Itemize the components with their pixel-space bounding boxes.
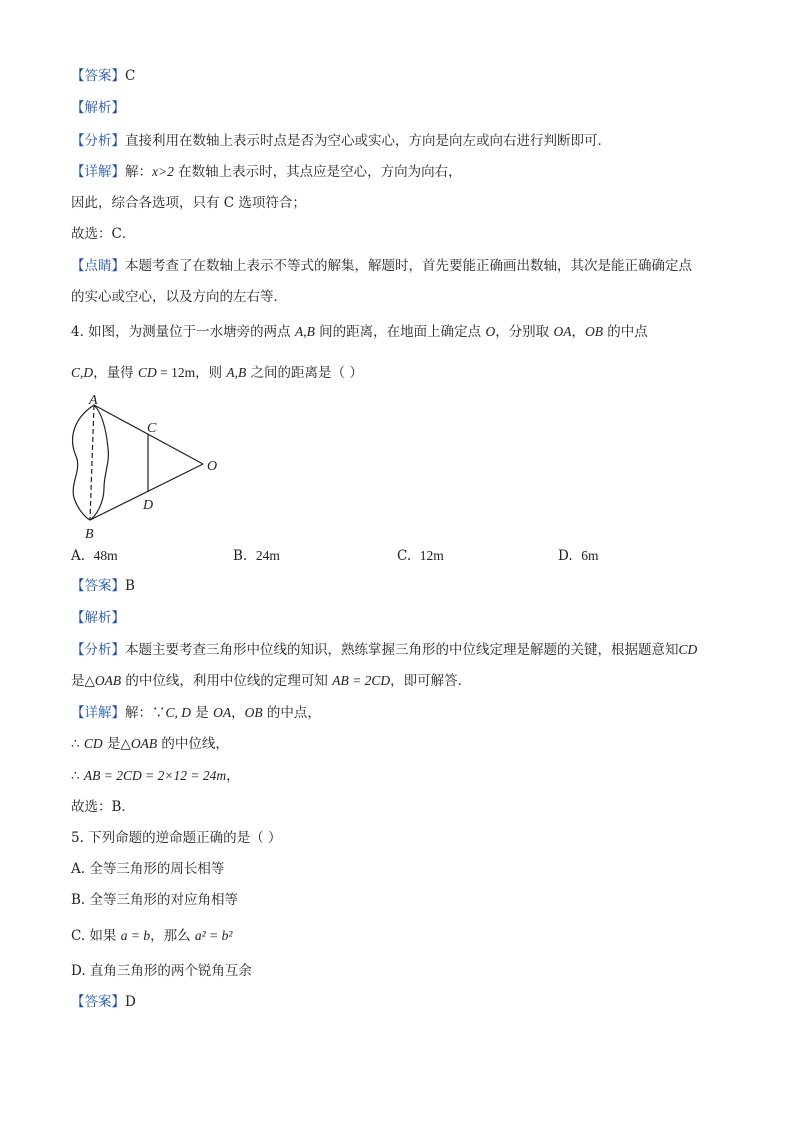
q4-stem2-a: ，量得 [93,365,138,381]
q4-stem1-m2: O [485,324,496,339]
q4-stem1-e: 的中点 [602,324,648,340]
label-d: D [143,498,154,513]
q4-analyze2-m2: AB = 2CD [332,673,391,688]
analysis-label: 【解析】 [71,610,125,626]
q3-answer-line [71,66,135,86]
q3-choose: 故选：C． [71,226,136,242]
q4-detail1-m1: C, D [165,705,192,720]
q3-analyze-line [71,131,611,151]
q4-detail3-m: AB = 2CD = 2×12 = 24m [83,768,227,783]
q4-detail1-m2: OA [213,705,232,720]
q4-analysis-heading [71,608,125,628]
q4-analyze-line2 [71,671,471,691]
comment-label: 【点睛】 [71,258,125,274]
analysis-label: 【解析】 [71,100,125,116]
q4-figure [60,388,240,543]
q5-optc-m2: a² = b² [194,928,233,943]
q5-option-a[interactable]: A. 全等三角形的周长相等 [71,861,225,877]
detail-label: 【详解】 [71,705,125,721]
q4-analyze2-m1: △OAB [84,673,122,688]
q4-stem2-m2: CD [137,365,157,380]
q3-comment-line1 [71,256,692,276]
q4-option-b-key: B. [233,548,248,564]
q4-option-a-key: A. [71,548,86,564]
q4-analyze1-a: 本题主要考查三角形中位线的知识，熟练掌握三角形的中位线定理是解题的关键，根据题意知 [125,642,679,658]
q4-stem2-m4: A,B [226,365,247,380]
q4-option-d-key: D. [558,548,573,564]
q3-analysis-heading [71,98,125,118]
q4-option-b[interactable] [233,546,280,566]
q5-optc-a: C. 如果 [71,928,121,944]
q5-optc-b: ，那么 [150,928,195,944]
q5-stem: 5. 下列命题的逆命题正确的是（ ） [71,830,282,846]
q4-detail1-c: ， [231,705,245,721]
q4-detail2-b: 是 [102,736,121,752]
q5-option-b[interactable]: B. 全等三角形的对应角相等 [71,892,239,908]
q4-stem1-b: 间的距离，在地面上确定点 [314,324,486,340]
analyze-label: 【分析】 [71,642,125,658]
q4-stem2-c: 之间的距离是（ ） [246,365,363,381]
q4-option-c-val: 12m [419,548,444,563]
q4-option-a-val: 48m [93,548,118,563]
q3-answer: C [125,68,136,84]
label-a: A [89,393,98,408]
q4-choose: 故选：B． [71,799,135,815]
q4-stem-line1 [71,322,648,342]
q4-detail-line2 [71,734,229,754]
q4-stem1-d: ， [571,324,585,340]
q4-detail2-a: ∴ [71,736,84,752]
analyze-label: 【分析】 [71,133,125,149]
q3-comment-line2: 的实心或空心，以及方向的左右等． [71,289,287,305]
q3-detail-math: x>2 [152,164,174,179]
q4-detail1-a: 解：∵ [125,705,166,721]
q3-comment-text1: 本题考查了在数轴上表示不等式的解集，解题时，首先要能正确画出数轴，其次是能正确确定点 [125,258,692,274]
q5-answer: D [125,994,136,1010]
q4-stem1-m3: OA [553,324,572,339]
q4-analyze-line1 [71,640,697,660]
q3-analyze-text: 直接利用在数轴上表示时点是否为空心或实心，方向是向左或向右进行判断即可． [125,133,611,149]
ab-dashed-line [90,405,94,520]
q4-analyze2-a: 是 [71,673,85,689]
q5-option-c[interactable] [71,926,232,946]
q4-detail-line3 [71,766,240,786]
q4-option-b-val: 24m [255,548,280,563]
q4-detail3-a: ∴ [71,768,84,784]
q4-stem2-m1: C,D [71,365,94,380]
q4-detail2-c: 的中位线， [157,736,229,752]
q4-analyze2-b: 的中位线，利用中位线的定理可知 [121,673,333,689]
q4-stem1-m4: OB [584,324,603,339]
q3-detail-post: 在数轴上表示时，其点应是空心，方向为向右， [173,164,462,180]
q4-option-d[interactable] [558,546,599,566]
answer-label: 【答案】 [71,68,125,84]
label-c: C [147,421,157,436]
detail-label: 【详解】 [71,164,125,180]
q3-line2: 因此，综合各选项，只有 C 选项符合； [71,195,306,211]
q5-answer-line [71,992,136,1012]
q4-stem-line2 [71,363,363,383]
label-b: B [85,527,94,542]
q4-answer-line [71,576,135,596]
q5-optc-m1: a = b [120,928,151,943]
q4-stem1-a: 4. 如图，为测量位于一水塘旁的两点 [71,324,295,340]
q4-stem1-c: ，分别取 [495,324,554,340]
q5-option-d[interactable]: D. 直角三角形的两个锐角互余 [71,963,252,979]
q4-detail2-m2: △OAB [120,736,158,751]
answer-label: 【答案】 [71,578,125,594]
q4-answer: B [125,578,135,594]
q4-detail-line1 [71,703,321,723]
q4-analyze2-c: ，即可解答． [390,673,472,689]
q4-detail2-m1: CD [83,736,103,751]
q4-option-a[interactable] [71,546,118,566]
q4-option-c-key: C. [397,548,412,564]
q4-stem2-m3: = 12m [156,365,196,380]
q3-detail-pre: 解： [125,164,152,180]
q4-option-c[interactable] [397,546,444,566]
q4-option-d-val: 6m [581,548,599,563]
q4-stem2-b: ，则 [195,365,227,381]
q4-stem1-m1: A,B [294,324,315,339]
q4-detail1-m3: OB [244,705,263,720]
q3-detail-line [71,162,462,182]
answer-label: 【答案】 [71,994,125,1010]
q4-analyze1-m: CD [678,642,698,657]
q4-detail1-d: 的中点， [262,705,321,721]
q4-detail3-b: ， [226,768,240,784]
label-o: O [207,459,218,474]
q4-detail1-b: 是 [191,705,214,721]
